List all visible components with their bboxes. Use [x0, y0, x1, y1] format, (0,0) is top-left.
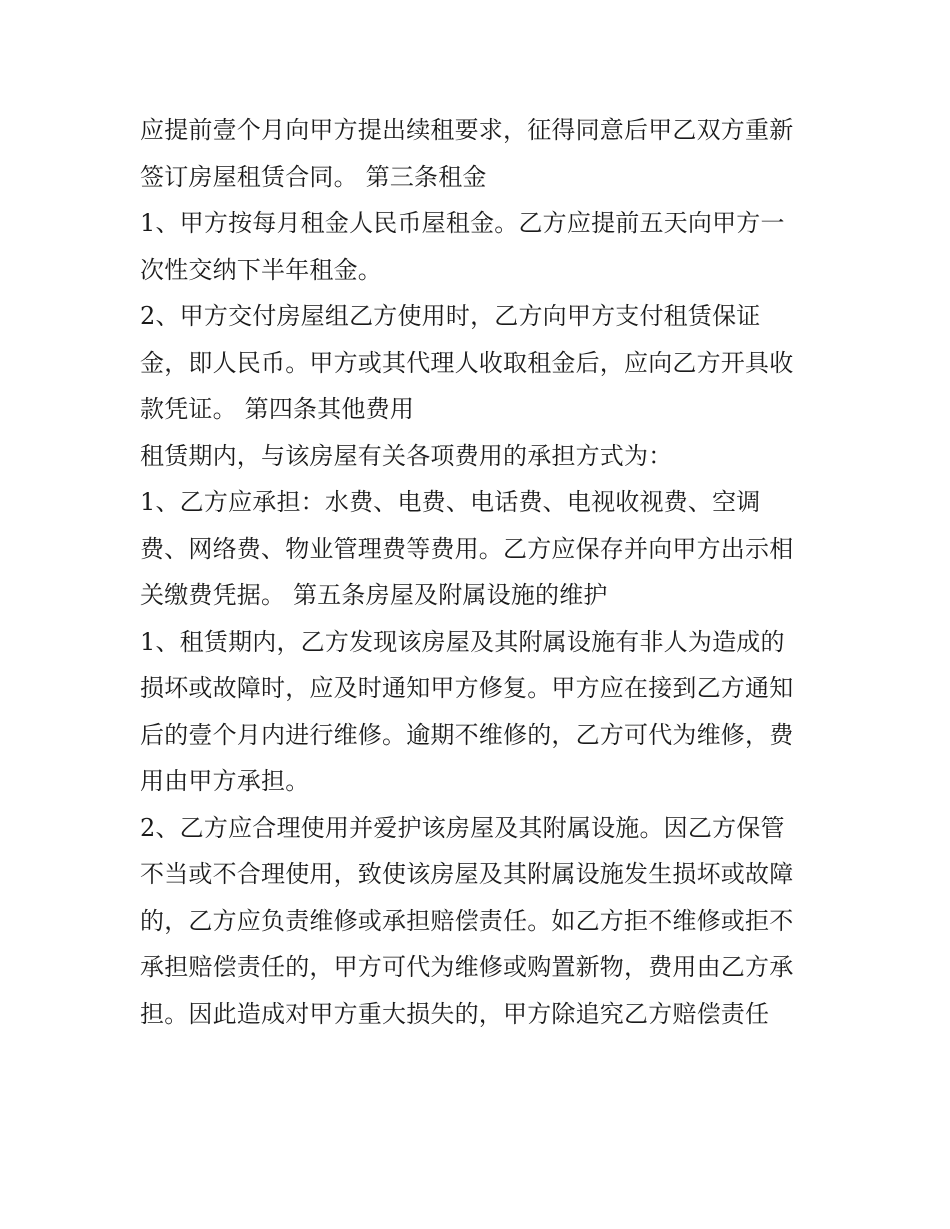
text-line: 不当或不合理使用，致使该房屋及其附属设施发生损坏或故障 [140, 860, 794, 888]
text-line: 1、甲方按每月租金人民币屋租金。乙方应提前五天向甲方一 [140, 209, 785, 237]
text-line: 次性交纳下半年租金。 [140, 255, 382, 284]
text-line: 关缴费凭据。 第五条房屋及附属设施的维护 [140, 581, 608, 609]
text-line: 2、乙方应合理使用并爱护该房屋及其附属设施。因乙方保管 [140, 813, 785, 842]
text-line: 2、甲方交付房屋组乙方使用时，乙方向甲方支付租赁保证 [140, 302, 761, 330]
text-line: 用由甲方承担。 [140, 767, 310, 795]
text-line: 承担赔偿责任的，甲方可代为维修或购置新物，费用由乙方承 [140, 953, 794, 981]
text-line: 费、网络费、物业管理费等费用。乙方应保存并向甲方出示相 [140, 534, 794, 563]
text-line: 签订房屋租赁合同。 第三条租金 [140, 162, 487, 191]
text-line: 1、租赁期内，乙方发现该房屋及其附属设施有非人为造成的 [140, 627, 785, 656]
text-line: 款凭证。 第四条其他费用 [140, 395, 415, 423]
text-line: 应提前壹个月向甲方提出续租要求，征得同意后甲乙双方重新 [140, 116, 794, 144]
text-line: 租赁期内，与该房屋有关各项费用的承担方式为： [140, 441, 673, 470]
text-line: 担。因此造成对甲方重大损失的，甲方除追究乙方赔偿责任 [140, 999, 770, 1028]
text-line: 1、乙方应承担：水费、电费、电话费、电视收视费、空调 [140, 488, 761, 516]
text-line: 后的壹个月内进行维修。逾期不维修的，乙方可代为维修，费 [140, 720, 794, 749]
text-line: 损坏或故障时，应及时通知甲方修复。甲方应在接到乙方通知 [140, 674, 794, 702]
text-line: 金，即人民币。甲方或其代理人收取租金后，应向乙方开具收 [140, 348, 794, 377]
text-line: 的，乙方应负责维修或承担赔偿责任。如乙方拒不维修或拒不 [140, 906, 794, 935]
contract-text [140, 107, 820, 1037]
